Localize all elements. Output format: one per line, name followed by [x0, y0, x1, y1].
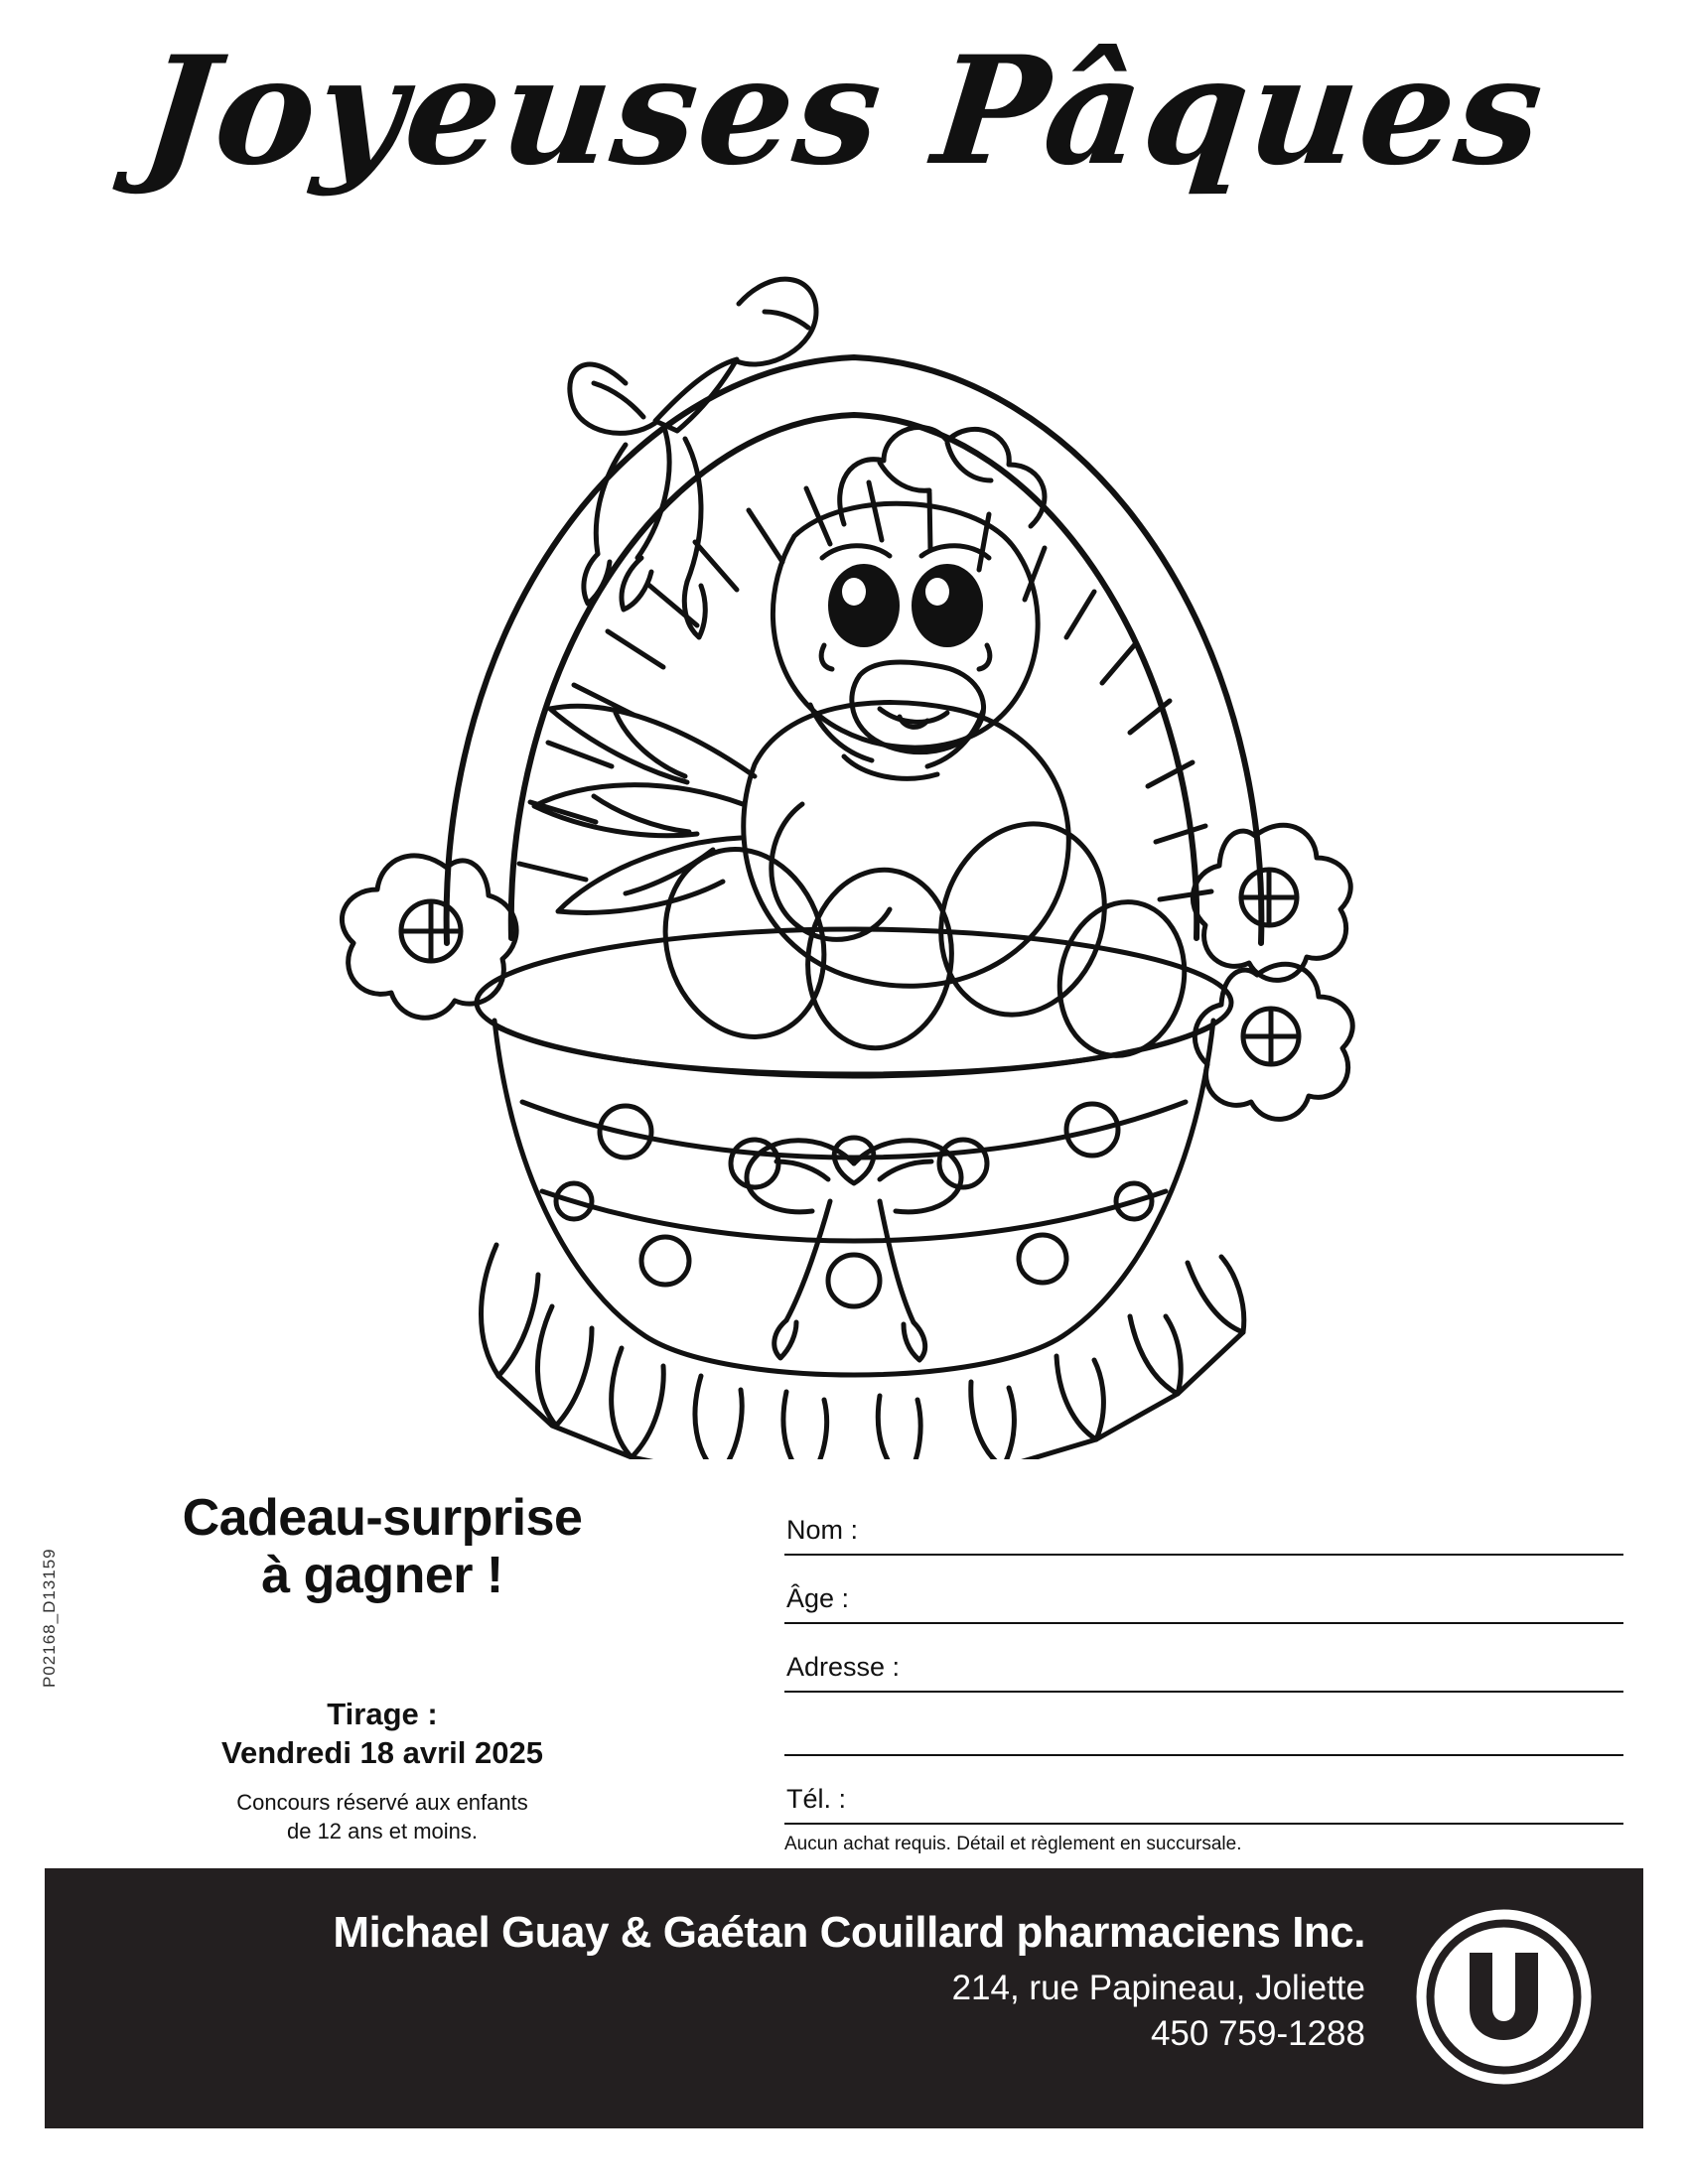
uniprix-logo	[1412, 1905, 1596, 2089]
contest-rules-line1: Concours réservé aux enfants	[236, 1789, 528, 1815]
draw-date: Vendredi 18 avril 2025	[221, 1735, 543, 1771]
promo-headline-line2: à gagner !	[261, 1547, 503, 1605]
field-tel-label: Tél. :	[786, 1784, 847, 1814]
footer-contact	[45, 1908, 1395, 2054]
footer-bar	[45, 1868, 1643, 2128]
field-age-label: Âge :	[786, 1583, 850, 1613]
field-tel[interactable]	[784, 1756, 1623, 1825]
tel-input[interactable]	[914, 1775, 1623, 1817]
page-title	[0, 24, 1688, 199]
promo-headline-line1: Cadeau-surprise	[182, 1489, 583, 1547]
draw-info	[104, 1696, 660, 1773]
field-adresse-label: Adresse :	[786, 1652, 901, 1682]
page-title-text: Joyeuses Pâques	[135, 24, 1553, 199]
easter-basket-chick-coloring-page	[328, 208, 1380, 1459]
lower-section	[0, 1459, 1688, 1856]
adresse-input[interactable]	[914, 1643, 1623, 1685]
field-adresse-line2[interactable]	[784, 1693, 1623, 1756]
field-nom[interactable]	[784, 1487, 1623, 1556]
field-adresse[interactable]	[784, 1624, 1623, 1693]
promo-headline	[104, 1489, 660, 1604]
age-input[interactable]	[914, 1574, 1623, 1616]
promo-block	[104, 1489, 660, 1845]
business-phone: 450 759-1288	[1150, 2013, 1365, 2053]
field-age[interactable]	[784, 1556, 1623, 1624]
form-disclaimer: Aucun achat requis. Détail et règlement en succursale.	[784, 1834, 1242, 1854]
field-nom-label: Nom :	[786, 1515, 859, 1545]
print-code: P02168_D13159	[40, 1548, 59, 1688]
nom-input[interactable]	[914, 1506, 1623, 1548]
business-name: Michael Guay & Gaétan Couillard pharmaciens Inc.	[333, 1908, 1365, 1957]
draw-label: Tirage :	[327, 1697, 438, 1732]
contest-rules	[104, 1789, 660, 1845]
entry-form	[784, 1487, 1623, 1855]
contest-rules-line2: de 12 ans et moins.	[286, 1818, 478, 1843]
business-address: 214, rue Papineau, Joliette	[951, 1968, 1365, 2007]
adresse-line2-input[interactable]	[914, 1706, 1623, 1748]
